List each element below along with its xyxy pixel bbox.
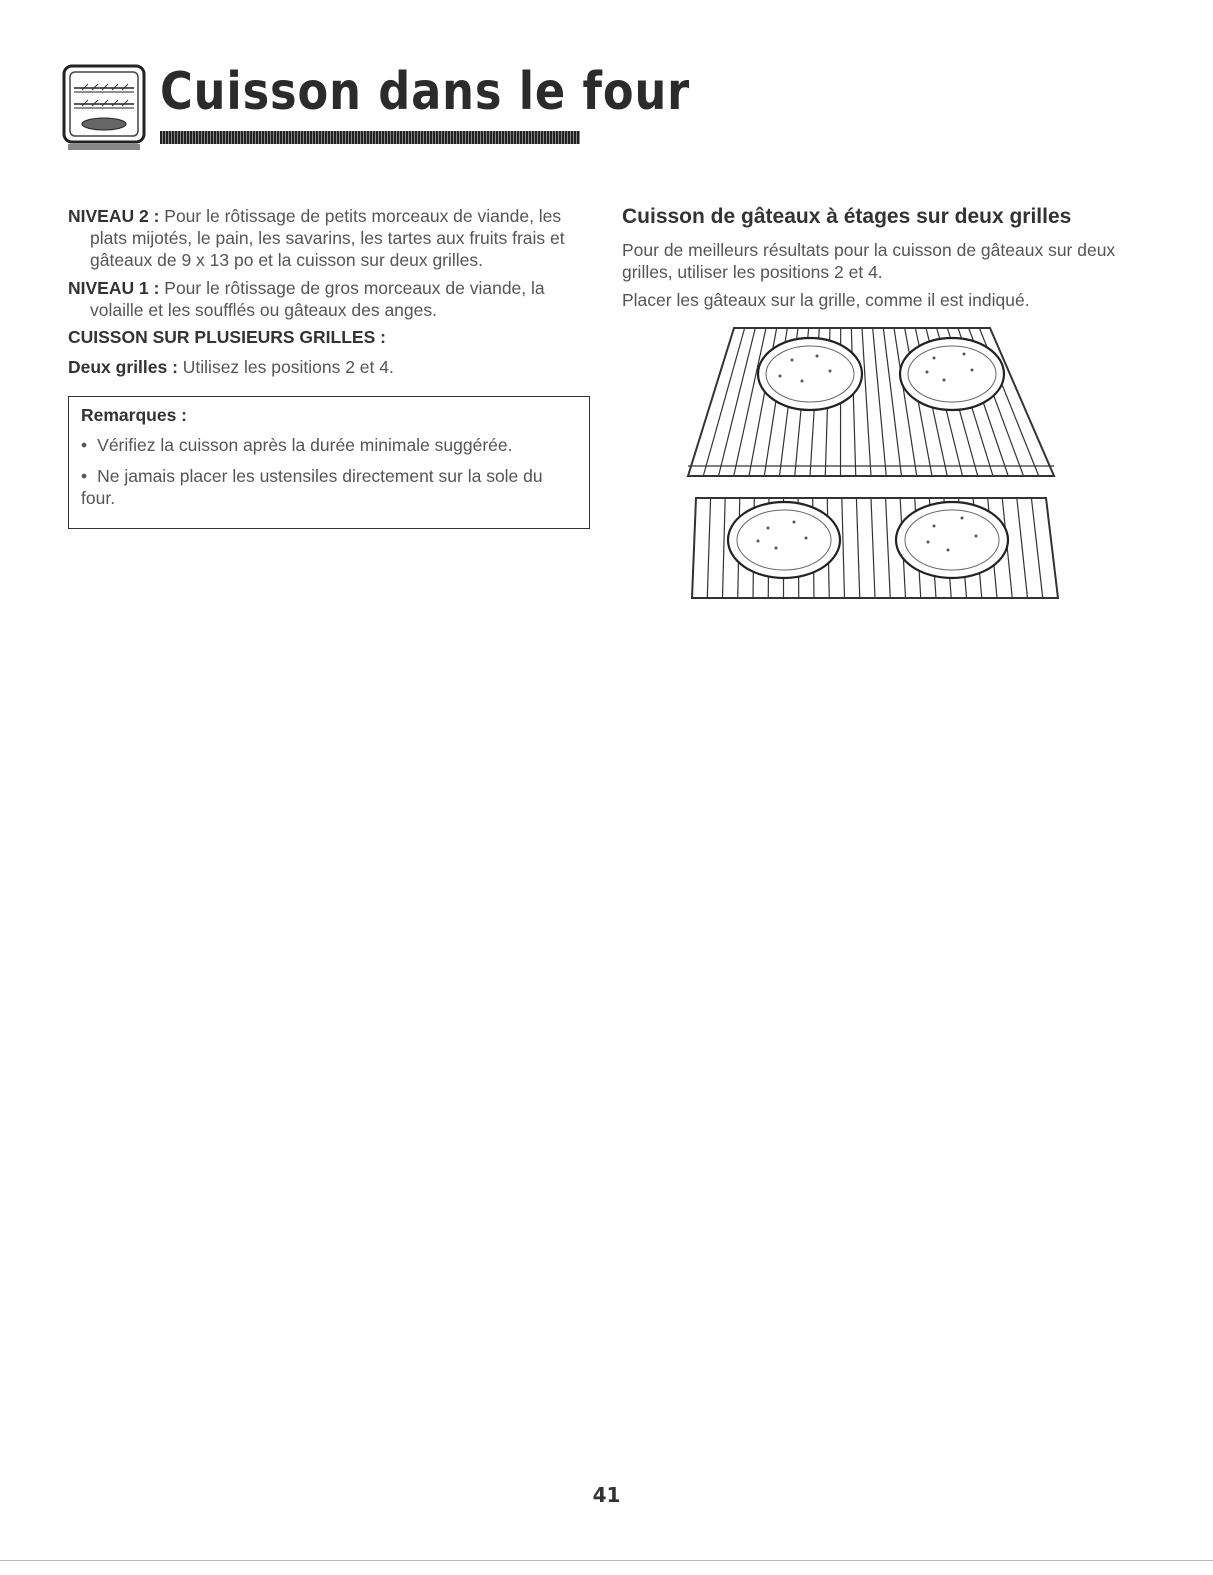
rack-wire xyxy=(692,498,696,598)
two-racks-text: Utilisez les positions 2 et 4. xyxy=(182,357,394,377)
cake-pan xyxy=(896,502,1008,578)
rack-wire xyxy=(1046,498,1058,598)
cake-pan xyxy=(900,338,1004,410)
placement-paragraph: Placer les gâteaux sur la grille, comme il est indiqué. xyxy=(622,290,1030,310)
oven-icon xyxy=(62,64,146,154)
rack-wire xyxy=(886,498,891,598)
level-1-paragraph xyxy=(68,277,598,321)
left-column xyxy=(68,205,598,529)
level-2-text: Pour le rôtissage de petits morceaux de viande, les plats mijotés, le pain, les savarins, les tartes aux fruits frais et gâteaux de 9 x 13 po et la cuisson sur deux grilles. xyxy=(90,206,565,270)
notes-list xyxy=(81,434,579,509)
notes-title: Remarques : xyxy=(81,405,188,425)
page-number: 41 xyxy=(592,1483,621,1507)
level-2-paragraph xyxy=(68,205,598,271)
rack-wire xyxy=(871,498,875,598)
section-heading: Cuisson de gâteaux à étages sur deux grilles xyxy=(622,205,1072,228)
right-column xyxy=(622,205,1122,317)
rack-wire xyxy=(883,328,901,476)
note-item: • Ne jamais placer les ustensiles directement sur la sole du four. xyxy=(81,465,579,509)
rack-wire xyxy=(851,328,855,476)
note-item: • Vérifiez la cuisson après la durée minimale suggérée. xyxy=(81,434,579,456)
multi-rack-heading: CUISSON SUR PLUSIEURS GRILLES : xyxy=(68,327,386,347)
footer-rule xyxy=(0,1560,1213,1561)
cake-pan xyxy=(728,502,840,578)
two-racks-label: Deux grilles : xyxy=(68,357,178,377)
notes-box xyxy=(68,396,590,529)
intro-paragraph: Pour de meilleurs résultats pour la cuisson de gâteaux sur deux grilles, utiliser les positions 2 et 4. xyxy=(622,240,1116,282)
rack-wire xyxy=(842,498,845,598)
rack-wire xyxy=(862,328,871,476)
rack-wire xyxy=(723,498,726,598)
rack-wire xyxy=(856,498,859,598)
rack-wire xyxy=(1031,498,1042,598)
oven-racks-illustration xyxy=(672,326,1062,610)
rack-wire xyxy=(873,328,887,476)
cake-pan xyxy=(758,338,862,410)
page-title: Cuisson dans le four xyxy=(160,62,691,122)
level-1-label: NIVEAU 1 : xyxy=(68,278,160,298)
level-2-label: NIVEAU 2 : xyxy=(68,206,160,226)
rack-wire xyxy=(1017,498,1028,598)
two-racks-paragraph xyxy=(68,356,598,378)
title-rule xyxy=(160,131,580,144)
rack-wire xyxy=(707,498,710,598)
level-1-text: Pour le rôtissage de gros morceaux de viande, la volaille et les soufflés ou gâteaux des anges. xyxy=(90,278,545,320)
